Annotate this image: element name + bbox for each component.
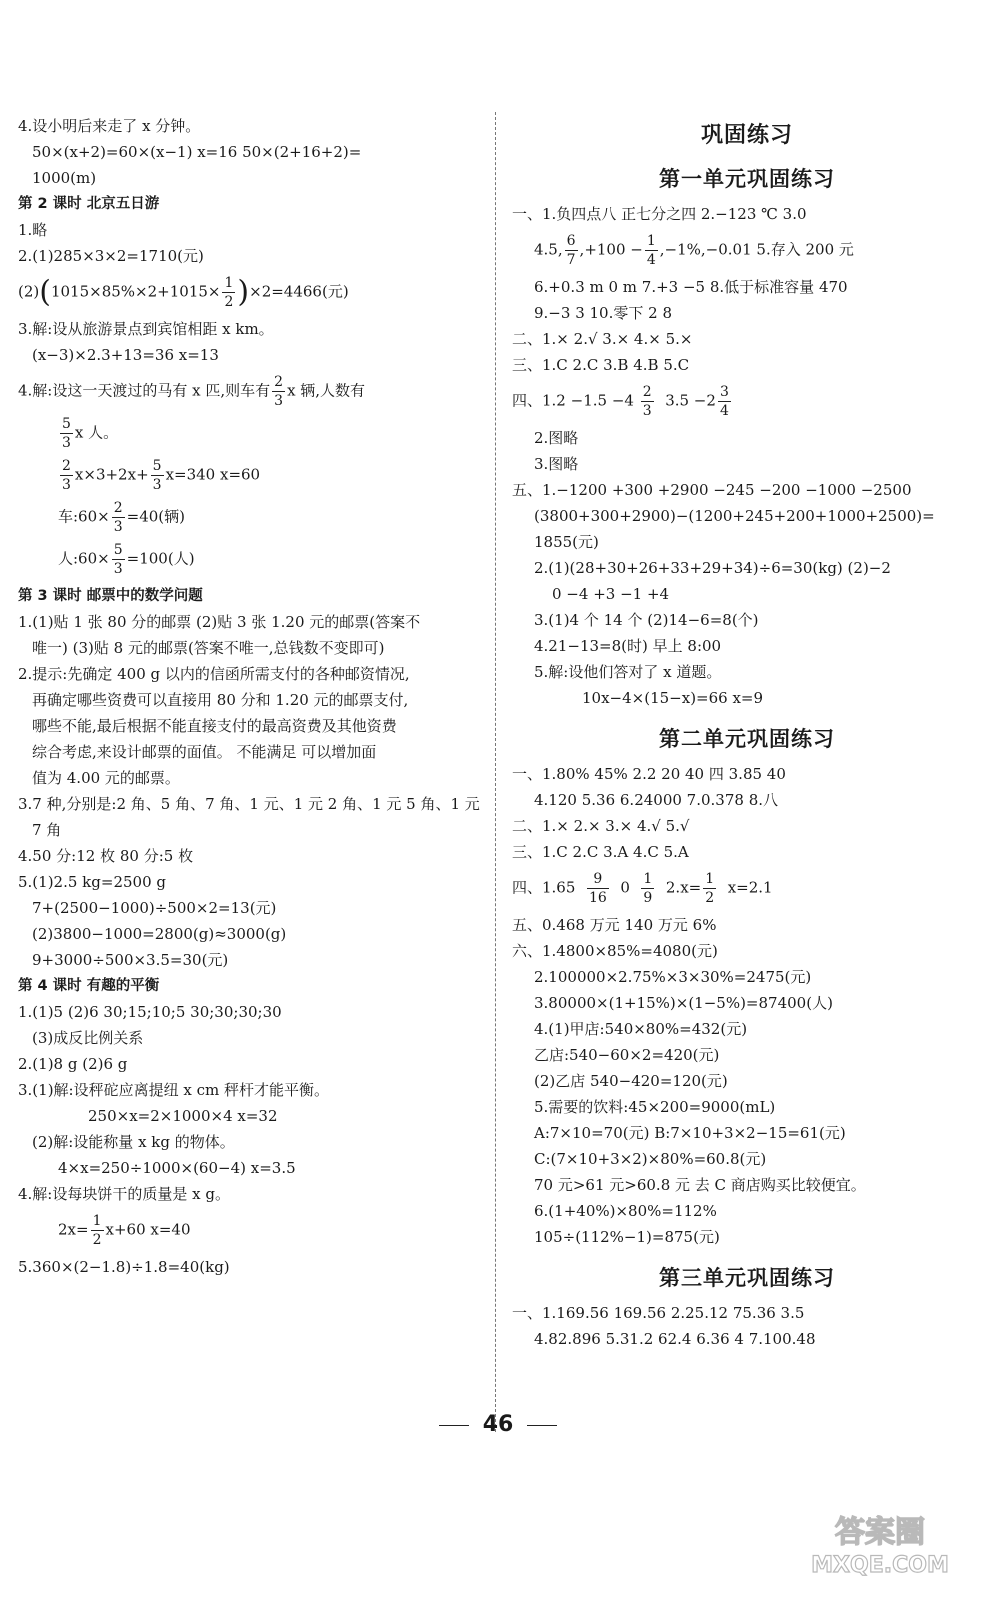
answer-text: x 人。 xyxy=(74,423,119,442)
answer-line: 值为 4.00 元的邮票。 xyxy=(32,769,180,787)
fraction xyxy=(587,872,609,905)
answer-text: =40(辆) xyxy=(126,507,186,526)
answer-line: (2)3800−1000=2800(g)≈3000(g) xyxy=(32,925,287,943)
answer-line xyxy=(512,234,982,267)
answer-line: 3.图略 xyxy=(534,455,579,473)
answer-text: (2) xyxy=(18,282,40,301)
answer-text: 四、1.65 xyxy=(512,878,576,897)
answer-line: C:(7×10+3×2)×80%=60.8(元) xyxy=(534,1150,767,1168)
fraction xyxy=(151,459,164,492)
fraction-numerator: 3 xyxy=(719,384,729,400)
answer-line xyxy=(18,375,480,408)
fraction xyxy=(703,872,716,905)
answer-line: 2.(1)285×3×2=1710(元) xyxy=(18,247,204,265)
fraction-denominator: 3 xyxy=(642,403,652,419)
fraction-numerator: 5 xyxy=(62,416,71,432)
answer-line: 250×x=2×1000×4 x=32 xyxy=(88,1107,278,1125)
fraction-denominator: 2 xyxy=(705,890,715,906)
answer-line: 6.(1+40%)×80%=112% xyxy=(534,1202,717,1220)
answer-line: (2)乙店 540−420=120(元) xyxy=(534,1072,728,1090)
answer-line: 6.+0.3 m 0 m 7.+3 −5 8.低于标准容量 470 xyxy=(534,278,848,296)
answer-line xyxy=(18,459,480,492)
fraction-numerator: 2 xyxy=(642,384,652,400)
answer-line: 4.82.896 5.31.2 62.4 6.36 4 7.100.48 xyxy=(534,1330,816,1348)
answer-line: (x−3)×2.3+13=36 x=13 xyxy=(32,346,219,364)
answer-line: 2.提示:先确定 400 g 以内的信函所需支付的各种邮资情况, xyxy=(18,665,410,683)
answer-line: (3800+300+2900)−(1200+245+200+1000+2500)= xyxy=(534,507,935,525)
answer-line: 0 −4 +3 −1 +4 xyxy=(552,585,670,603)
fraction-numerator: 2 xyxy=(113,500,123,516)
answer-line: 一、1.169.56 169.56 2.25.12 75.36 3.5 xyxy=(512,1304,805,1322)
answer-text: ×2=4466(元) xyxy=(249,282,349,301)
watermark-text-bottom: MXQE.COM xyxy=(811,1553,949,1578)
fraction xyxy=(60,459,73,492)
answer-line: 4.50 分:12 枚 80 分:5 枚 xyxy=(18,847,194,865)
answer-text: 4.5, xyxy=(534,240,563,259)
left-column xyxy=(18,112,480,1282)
page-number-text: 46 xyxy=(482,1412,514,1437)
page-number-dash xyxy=(439,1425,469,1426)
answer-line xyxy=(512,872,982,905)
answer-line xyxy=(18,276,480,309)
answer-line: 2.(1)8 g (2)6 g xyxy=(18,1055,128,1073)
fraction-numerator: 1 xyxy=(646,233,656,249)
answer-text: ,+100 − xyxy=(579,240,643,259)
answer-line: 一、1.负四点八 正七分之四 2.−123 ℃ 3.0 xyxy=(512,205,807,223)
fraction-numerator: 1 xyxy=(643,871,653,887)
answer-line xyxy=(18,1214,480,1247)
fraction xyxy=(60,417,73,450)
section-title: 巩固练习 xyxy=(700,123,793,148)
fraction-numerator: 9 xyxy=(587,872,609,889)
answer-line: 1000(m) xyxy=(32,169,97,187)
answer-text: ,−1%,−0.01 5.存入 200 元 xyxy=(659,240,854,259)
left-paren: ( xyxy=(39,274,51,310)
fraction-denominator: 2 xyxy=(92,1232,102,1248)
answer-line: 4.解:设每块饼干的质量是 x g。 xyxy=(18,1185,230,1203)
answer-text: x+60 x=40 xyxy=(105,1220,191,1239)
answer-line: 二、1.× 2.√ 3.× 4.× 5.× xyxy=(512,330,693,348)
fraction-denominator: 3 xyxy=(62,477,71,493)
answer-line xyxy=(512,385,982,418)
fraction-numerator: 2 xyxy=(274,374,284,390)
answer-line: 3.80000×(1+15%)×(1−5%)=87400(人) xyxy=(534,994,833,1012)
answer-line: 7+(2500−1000)÷500×2=13(元) xyxy=(32,899,277,917)
fraction-denominator: 7 xyxy=(566,252,576,268)
answer-line: 7 角 xyxy=(32,821,62,839)
answer-line: 2.(1)(28+30+26+33+29+34)÷6=30(kg) (2)−2 xyxy=(534,559,891,577)
answer-line xyxy=(18,417,480,450)
fraction xyxy=(112,543,125,576)
fraction xyxy=(641,872,654,905)
fraction xyxy=(641,385,654,418)
answer-line: 1.(1)贴 1 张 80 分的邮票 (2)贴 3 张 1.20 元的邮票(答案不 xyxy=(18,613,421,631)
fraction-denominator: 2 xyxy=(224,294,234,310)
answer-line xyxy=(18,501,480,534)
answer-line: 三、1.C 2.C 3.A 4.C 5.A xyxy=(512,843,689,861)
answer-line: 2.100000×2.75%×3×30%=2475(元) xyxy=(534,968,812,986)
answer-line: 5.360×(2−1.8)÷1.8=40(kg) xyxy=(18,1258,230,1276)
answer-line: A:7×10=70(元) B:7×10+3×2−15=61(元) xyxy=(534,1124,846,1142)
answer-line: 5.需要的饮料:45×200=9000(mL) xyxy=(534,1098,776,1116)
answer-text: 3.5 −2 xyxy=(665,391,716,410)
fraction xyxy=(565,234,578,267)
answer-line: 5.解:设他们答对了 x 道题。 xyxy=(534,663,722,681)
answer-line: 9.−3 3 10.零下 2 8 xyxy=(534,304,672,322)
answer-text: x×3+2x+ xyxy=(74,465,149,484)
answer-line: 唯一) (3)贴 8 元的邮票(答案不唯一,总钱数不变即可) xyxy=(32,639,385,657)
right-column xyxy=(512,112,982,1354)
fraction xyxy=(91,1214,104,1247)
fraction xyxy=(718,385,731,418)
fraction-numerator: 5 xyxy=(113,542,123,558)
answer-text: x=340 x=60 xyxy=(165,465,261,484)
answer-line: 3.(1)解:设秤砣应离提纽 x cm 秤杆才能平衡。 xyxy=(18,1081,330,1099)
fraction-denominator: 3 xyxy=(274,393,284,409)
answer-text: 车:60× xyxy=(58,507,110,526)
answer-line: 4.(1)甲店:540×80%=432(元) xyxy=(534,1020,748,1038)
answer-line: 再确定哪些资费可以直接用 80 分和 1.20 元的邮票支付, xyxy=(32,691,409,709)
fraction-numerator: 1 xyxy=(705,871,715,887)
answer-line: 3.解:设从旅游景点到宾馆相距 x km。 xyxy=(18,320,274,338)
fraction-numerator: 5 xyxy=(152,458,162,474)
answer-line: 10x−4×(15−x)=66 x=9 xyxy=(582,689,764,707)
answer-text: x 辆,人数有 xyxy=(287,381,366,400)
answer-line: 综合考虑,来设计邮票的面值。 不能满足 可以增加面 xyxy=(32,743,377,761)
fraction-numerator: 6 xyxy=(566,233,576,249)
answer-line: 五、0.468 万元 140 万元 6% xyxy=(512,916,717,934)
page-number-dash xyxy=(527,1425,557,1426)
answer-line: 70 元>61 元>60.8 元 去 C 商店购买比较便宜。 xyxy=(534,1176,866,1194)
answer-line: 乙店:540−60×2=420(元) xyxy=(534,1046,720,1064)
answer-line: 4.21−13=8(时) 早上 8:00 xyxy=(534,637,722,655)
answer-line: 5.(1)2.5 kg=2500 g xyxy=(18,873,166,891)
fraction xyxy=(112,501,125,534)
answer-line: 3.7 种,分别是:2 角、5 角、7 角、1 元、1 元 2 角、1 元 5 角、1 元 xyxy=(18,795,480,813)
lesson-heading: 第 4 课时 有趣的平衡 xyxy=(18,978,160,994)
answer-line: 4×x=250÷1000×(60−4) x=3.5 xyxy=(58,1159,296,1177)
answer-line: 50×(x+2)=60×(x−1) x=16 50×(2+16+2)= xyxy=(32,143,362,161)
answer-line: 1.(1)5 (2)6 30;15;10;5 30;30;30;30 xyxy=(18,1003,282,1021)
fraction-denominator: 4 xyxy=(719,403,729,419)
right-paren: ) xyxy=(237,274,250,310)
fraction-denominator: 3 xyxy=(113,561,123,577)
unit-heading: 第三单元巩固练习 xyxy=(659,1266,835,1290)
fraction-numerator: 2 xyxy=(62,458,71,474)
answer-line: (3)成反比例关系 xyxy=(32,1029,144,1047)
answer-text: 0 xyxy=(620,878,630,897)
answer-line: 1.略 xyxy=(18,221,48,239)
answer-line: 六、1.4800×85%=4080(元) xyxy=(512,942,718,960)
answer-line: 3.(1)4 个 14 个 (2)14−6=8(个) xyxy=(534,611,759,629)
lesson-heading: 第 3 课时 邮票中的数学问题 xyxy=(18,588,203,604)
answer-text: 2x= xyxy=(58,1220,89,1239)
answer-line: 二、1.× 2.× 3.× 4.√ 5.√ xyxy=(512,817,690,835)
watermark-logo xyxy=(782,1508,978,1578)
fraction-denominator: 9 xyxy=(643,890,653,906)
fraction-denominator: 4 xyxy=(646,252,656,268)
page-number xyxy=(0,1412,996,1437)
fraction-denominator: 3 xyxy=(152,477,162,493)
answer-text: 4.解:设这一天渡过的马有 x 匹,则车有 xyxy=(18,381,271,400)
answer-line: (2)解:设能称量 x kg 的物体。 xyxy=(32,1133,235,1151)
answer-text: 1015×85%×2+1015× xyxy=(50,282,221,301)
answer-line: 105÷(112%−1)=875(元) xyxy=(534,1228,720,1246)
answer-text: 2.x= xyxy=(665,878,702,897)
unit-heading: 第一单元巩固练习 xyxy=(659,167,835,191)
answer-line: 2.图略 xyxy=(534,429,579,447)
answer-line: 1855(元) xyxy=(534,533,599,551)
answer-line: 9+3000÷500×3.5=30(元) xyxy=(32,951,229,969)
answer-line xyxy=(18,543,480,576)
fraction xyxy=(222,276,235,309)
answer-line: 4.设小明后来走了 x 分钟。 xyxy=(18,117,201,135)
fraction-denominator: 3 xyxy=(62,435,71,451)
fraction-numerator: 1 xyxy=(224,275,234,291)
answer-line: 哪些不能,最后根据不能直接支付的最高资费及其他资费 xyxy=(32,717,397,735)
answer-line: 五、1.−1200 +300 +2900 −245 −200 −1000 −2500 xyxy=(512,481,912,499)
answer-line: 三、1.C 2.C 3.B 4.B 5.C xyxy=(512,356,690,374)
fraction-denominator: 16 xyxy=(588,890,607,906)
answer-text: =100(人) xyxy=(126,549,195,568)
answer-text: x=2.1 xyxy=(727,878,773,897)
fraction-denominator: 3 xyxy=(113,519,123,535)
answer-line: 4.120 5.36 6.24000 7.0.378 8.八 xyxy=(534,791,779,809)
fraction xyxy=(272,375,285,408)
fraction-numerator: 1 xyxy=(92,1213,102,1229)
watermark-text-top: 答案圈 xyxy=(835,1515,925,1550)
answer-text: 人:60× xyxy=(58,549,110,568)
lesson-heading: 第 2 课时 北京五日游 xyxy=(18,196,160,212)
fraction xyxy=(645,234,658,267)
unit-heading: 第二单元巩固练习 xyxy=(659,727,835,751)
column-divider xyxy=(495,112,496,1432)
answer-line: 一、1.80% 45% 2.2 20 40 四 3.85 40 xyxy=(512,765,786,783)
answer-text: 四、1.2 −1.5 −4 xyxy=(512,391,634,410)
